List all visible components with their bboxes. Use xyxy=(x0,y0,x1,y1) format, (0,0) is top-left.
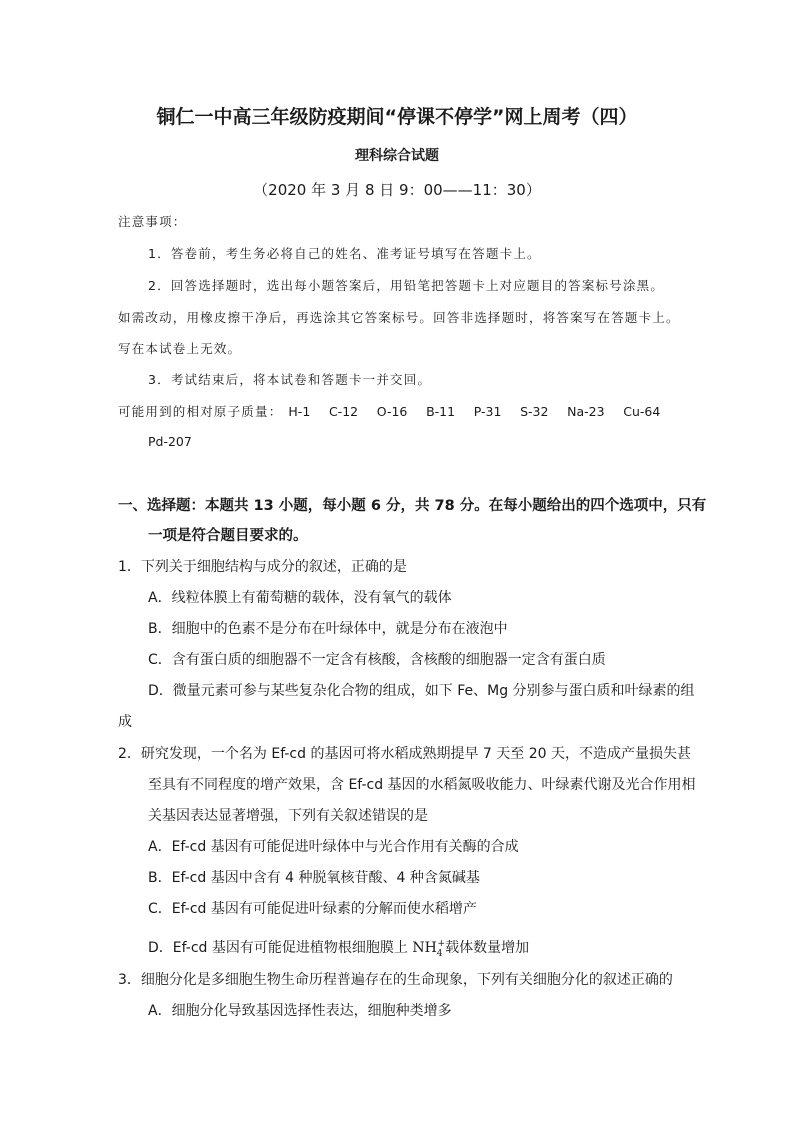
question-3-stem: 3．细胞分化是多细胞生物生命历程普遍存在的生命现象，下列有关细胞分化的叙述正确的 xyxy=(118,972,673,988)
atomic-mass-item: Cu-64 xyxy=(623,404,661,419)
section-heading: 一、选择题：本题共 13 小题，每小题 6 分，共 78 分。在每小题给出的四个选项中，只有 xyxy=(118,498,707,514)
ammonium-subscript: 4 xyxy=(436,949,443,959)
atomic-mass-label: 可能用到的相对原子质量： xyxy=(118,404,283,419)
question-1-option-c: C．含有蛋白质的细胞器不一定含有核酸，含核酸的细胞器一定含有蛋白质 xyxy=(148,652,606,668)
question-2-option-a: A．Ef-cd 基因有可能促进叶绿体中与光合作用有关酶的合成 xyxy=(148,839,519,855)
notice-item-2-cont: 如需改动，用橡皮擦干净后，再选涂其它答案标号。回答非选择题时，将答案写在答题卡上。 xyxy=(118,310,680,325)
question-1-option-d-cont: 成 xyxy=(118,714,132,730)
ammonium-charge: + xyxy=(437,939,446,949)
question-1-stem: 1．下列关于细胞结构与成分的叙述，正确的是 xyxy=(118,559,407,575)
atomic-mass-extra: Pd-207 xyxy=(148,434,192,449)
question-1-option-a: A．线粒体膜上有葡萄糖的载体，没有氧气的载体 xyxy=(148,590,452,606)
atomic-mass-item: P-31 xyxy=(473,404,502,419)
atomic-mass-list xyxy=(288,402,660,422)
atomic-mass-item: O-16 xyxy=(376,404,408,419)
atomic-mass-row xyxy=(118,402,660,422)
atomic-mass-item: Na-23 xyxy=(567,404,605,419)
notice-item-2-cont: 写在本试卷上无效。 xyxy=(118,341,242,356)
question-2-option-b: B．Ef-cd 基因中含有 4 种脱氧核苷酸、4 种含氮碱基 xyxy=(148,870,480,886)
notice-item-3: 3．考试结束后，将本试卷和答题卡一并交回。 xyxy=(148,372,432,387)
question-1-option-d: D．微量元素可参与某些复杂化合物的组成，如下 Fe、Mg 分别参与蛋白质和叶绿素的组 xyxy=(148,683,695,699)
atomic-mass-item: H-1 xyxy=(288,404,311,419)
question-1-option-b: B．细胞中的色素不是分布在叶绿体中，就是分布在液泡中 xyxy=(148,621,508,637)
question-2-option-d-text: D．Ef-cd 基因有可能促进植物根细胞膜上 xyxy=(148,940,413,956)
ammonium-symbol: NH xyxy=(412,940,437,956)
section-heading-cont: 一项是符合题目要求的。 xyxy=(148,528,308,544)
question-2-option-c: C．Ef-cd 基因有可能促进叶绿素的分解而使水稻增产 xyxy=(148,901,477,917)
page-title: 铜仁一中高三年级防疫期间“停课不停学”网上周考（四） xyxy=(156,106,638,128)
question-2-stem-cont: 至具有不同程度的增产效果，含 Ef-cd 基因的水稻氮吸收能力、叶绿素代谢及光合作用相 xyxy=(148,777,696,793)
ammonium-formula xyxy=(412,939,446,959)
atomic-mass-item: B-11 xyxy=(426,404,456,419)
question-3-option-a: A．细胞分化导致基因选择性表达，细胞种类增多 xyxy=(148,1003,452,1019)
exam-date: （2020 年 3 月 8 日 9：00——11：30） xyxy=(253,181,541,199)
question-2-option-d xyxy=(148,934,529,964)
question-2-stem-cont: 关基因表达显著增强，下列有关叙述错误的是 xyxy=(148,808,428,824)
notice-item-2: 2．回答选择题时，选出每小题答案后，用铅笔把答题卡上对应题目的答案标号涂黑。 xyxy=(148,278,665,293)
page-subtitle: 理科综合试题 xyxy=(355,148,439,164)
question-2-option-d-suffix: 载体数量增加 xyxy=(445,940,530,956)
question-2-stem: 2．研究发现，一个名为 Ef-cd 的基因可将水稻成熟期提早 7 天至 20 天，不造成产量损失甚 xyxy=(118,746,691,762)
atomic-mass-item: C-12 xyxy=(328,404,359,419)
notice-heading: 注意事项： xyxy=(118,214,187,229)
atomic-mass-item: S-32 xyxy=(520,404,549,419)
notice-item-1: 1．答卷前，考生务必将自己的姓名、准考证号填写在答题卡上。 xyxy=(148,246,541,261)
